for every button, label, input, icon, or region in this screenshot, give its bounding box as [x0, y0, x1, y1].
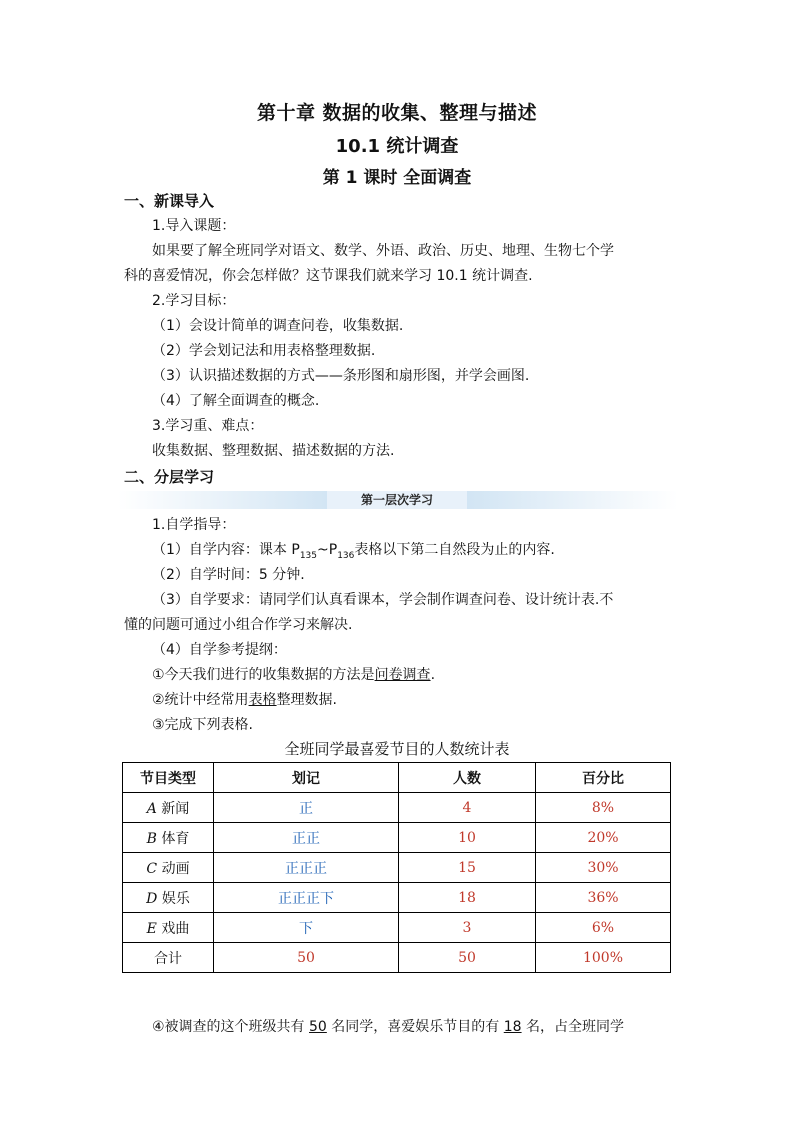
study-time: （2）自学时间：5 分钟.	[152, 567, 305, 583]
category-cell: B 体育	[123, 823, 214, 853]
study-content: （1）自学内容：课本 $P_{135}\sim P_{136}$表格以下第二自然段为止的内容.	[152, 542, 555, 561]
outline-label: （4）自学参考提纲：	[152, 642, 287, 658]
part2-heading: 二、分层学习	[124, 468, 215, 486]
count-cell: 10	[399, 823, 536, 853]
chapter-title: 第十章 数据的收集、整理与描述	[256, 102, 538, 124]
total-tally-cell: 50	[214, 943, 399, 973]
goal-item: （4）了解全面调查的概念.	[152, 393, 320, 409]
guide-label: 1.自学指导：	[152, 517, 236, 533]
table-row	[123, 853, 671, 883]
intro-text-line1: 如果要了解全班同学对语文、数学、外语、政治、历史、地理、生物七个学	[152, 243, 614, 259]
percent-cell: 8%	[536, 793, 671, 823]
column-header: 节目类型	[123, 763, 214, 793]
goals-label: 2.学习目标：	[152, 293, 236, 309]
key-points-text: 收集数据、整理数据、描述数据的方法.	[152, 443, 395, 459]
percent-cell: 6%	[536, 913, 671, 943]
count-cell: 3	[399, 913, 536, 943]
count-cell: 15	[399, 853, 536, 883]
total-label-cell: 合计	[123, 943, 214, 973]
table-row	[123, 883, 671, 913]
answer-blank: 18	[503, 1019, 522, 1035]
column-header: 百分比	[536, 763, 671, 793]
category-cell: C 动画	[123, 853, 214, 883]
tally-cell: 正正正	[214, 853, 399, 883]
total-percent-cell: 100%	[536, 943, 671, 973]
category-cell: D 娱乐	[123, 883, 214, 913]
table-row	[123, 793, 671, 823]
tally-cell: 正正	[214, 823, 399, 853]
count-cell: 4	[399, 793, 536, 823]
tally-cell: 下	[214, 913, 399, 943]
goal-item: （3）认识描述数据的方式——条形图和扇形图，并学会画图.	[152, 368, 530, 384]
table-row	[123, 913, 671, 943]
table-total-row	[123, 943, 671, 973]
goal-item: （1）会设计简单的调查问卷，收集数据.	[152, 318, 404, 334]
count-cell: 18	[399, 883, 536, 913]
table-header-row	[123, 763, 671, 793]
key-points-label: 3.学习重、难点：	[152, 418, 264, 434]
study-requirement-line1: （3）自学要求：请同学们认真看课本，学会制作调查问卷、设计统计表.不	[152, 592, 614, 608]
section-title: 10.1 统计调查	[335, 136, 459, 157]
percent-cell: 20%	[536, 823, 671, 853]
percent-cell: 30%	[536, 853, 671, 883]
table-row	[123, 823, 671, 853]
answer-blank: 50	[309, 1019, 327, 1035]
intro-text-line2: 科的喜爱情况，你会怎样做？这节课我们就来学习 10.1 统计调查.	[124, 268, 533, 284]
intro-label: 1.导入课题：	[152, 218, 236, 234]
tally-cell: 正	[214, 793, 399, 823]
question-3: ③完成下列表格.	[152, 717, 254, 733]
part1-heading: 一、新课导入	[124, 192, 215, 210]
percent-cell: 36%	[536, 883, 671, 913]
level-band-label: 第一层次学习	[327, 491, 467, 509]
study-requirement-line2: 懂的问题可通过小组合作学习来解决.	[124, 617, 353, 633]
total-count-cell: 50	[399, 943, 536, 973]
lesson-title: 第 1 课时 全面调查	[322, 168, 472, 188]
question-2: ②统计中经常用表格整理数据.	[152, 692, 338, 708]
goal-item: （2）学会划记法和用表格整理数据.	[152, 343, 376, 359]
tally-cell: 正正正下	[214, 883, 399, 913]
column-header: 人数	[399, 763, 536, 793]
answer-blank: 问卷调查	[374, 667, 431, 683]
question-4: ④被调查的这个班级共有 50 名同学，喜爱娱乐节目的有 18 名，占全班同学	[152, 1019, 625, 1035]
table-caption: 全班同学最喜爱节目的人数统计表	[284, 740, 510, 758]
statistics-table	[122, 762, 671, 973]
column-header: 划记	[214, 763, 399, 793]
question-1: ①今天我们进行的收集数据的方法是问卷调查.	[152, 667, 436, 683]
category-cell: E 戏曲	[123, 913, 214, 943]
answer-blank: 表格	[248, 692, 277, 708]
category-cell: A 新闻	[123, 793, 214, 823]
